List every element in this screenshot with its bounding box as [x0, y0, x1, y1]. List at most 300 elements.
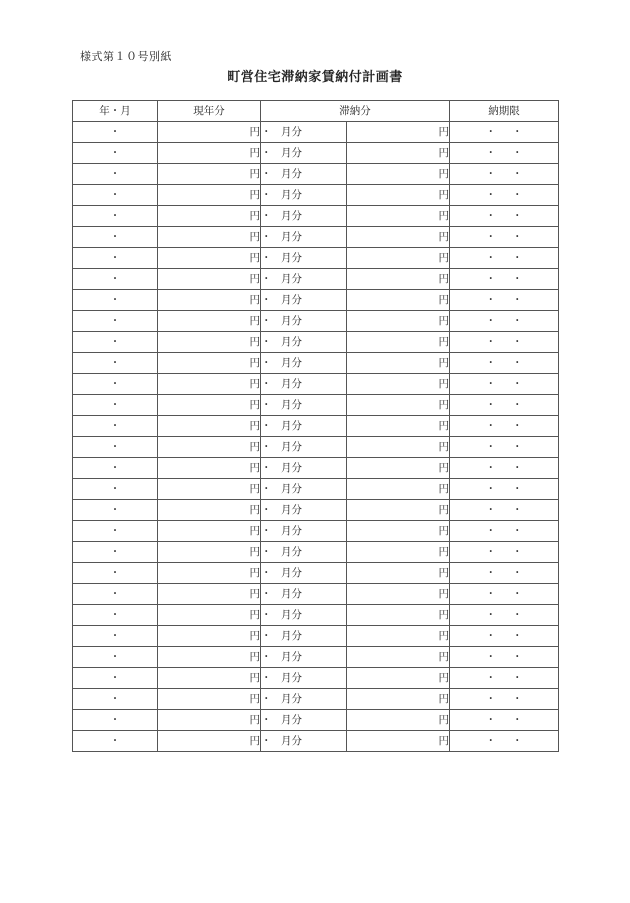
yen-unit: 円 [249, 504, 260, 516]
arrears-amount-cell[interactable] [347, 143, 450, 164]
year-month-separator: ・ [109, 336, 121, 348]
arrears-month-cell[interactable] [261, 185, 347, 206]
year-month-cell[interactable] [73, 479, 158, 500]
year-month-cell[interactable] [73, 206, 158, 227]
due-date-cell[interactable] [450, 227, 559, 248]
year-month-separator: ・ [109, 168, 121, 180]
table-row [73, 353, 559, 374]
current-year-amount-cell[interactable] [158, 668, 261, 689]
arrears-month-label: 月分 [281, 231, 302, 243]
arrears-month-cell[interactable] [261, 122, 347, 143]
yen-unit: 円 [438, 609, 449, 621]
current-year-amount-cell[interactable] [158, 290, 261, 311]
yen-unit: 円 [249, 147, 260, 159]
due-date-cell[interactable] [450, 290, 559, 311]
arrears-month-label: 月分 [281, 504, 302, 516]
current-year-amount-cell[interactable] [158, 542, 261, 563]
year-month-cell[interactable] [73, 374, 158, 395]
yen-unit: 円 [438, 168, 449, 180]
arrears-amount-cell[interactable] [347, 668, 450, 689]
arrears-month-label: 月分 [281, 147, 302, 159]
arrears-month-separator: ・ [261, 504, 272, 516]
yen-unit: 円 [438, 714, 449, 726]
arrears-month-cell[interactable] [261, 605, 347, 626]
year-month-cell[interactable] [73, 731, 158, 752]
table-row [73, 668, 559, 689]
arrears-month-label: 月分 [281, 378, 302, 390]
yen-unit: 円 [249, 546, 260, 558]
arrears-month-separator: ・ [261, 273, 272, 285]
table-row [73, 437, 559, 458]
arrears-month-cell[interactable] [261, 311, 347, 332]
arrears-month-cell[interactable] [261, 500, 347, 521]
arrears-month-label: 月分 [281, 525, 302, 537]
due-date-cell[interactable] [450, 248, 559, 269]
current-year-amount-cell[interactable] [158, 416, 261, 437]
year-month-separator: ・ [109, 252, 121, 264]
due-date-cell[interactable] [450, 668, 559, 689]
due-date-cell[interactable] [450, 458, 559, 479]
arrears-month-cell[interactable] [261, 626, 347, 647]
arrears-amount-cell[interactable] [347, 584, 450, 605]
arrears-month-cell[interactable] [261, 290, 347, 311]
due-date-separator: ・ [485, 735, 496, 747]
year-month-cell[interactable] [73, 689, 158, 710]
year-month-cell[interactable] [73, 311, 158, 332]
current-year-amount-cell[interactable] [158, 710, 261, 731]
year-month-cell[interactable] [73, 500, 158, 521]
year-month-separator: ・ [109, 651, 121, 663]
year-month-separator: ・ [109, 441, 121, 453]
table-body [73, 122, 559, 752]
due-date-separator: ・ [485, 651, 496, 663]
yen-unit: 円 [249, 189, 260, 201]
due-date-separator: ・ [485, 567, 496, 579]
year-month-cell[interactable] [73, 668, 158, 689]
year-month-cell[interactable] [73, 122, 158, 143]
due-date-cell[interactable] [450, 374, 559, 395]
form-number: 様式第１０号別紙 [80, 50, 172, 63]
due-date-cell[interactable] [450, 605, 559, 626]
yen-unit: 円 [249, 630, 260, 642]
due-date-cell[interactable] [450, 269, 559, 290]
year-month-cell[interactable] [73, 437, 158, 458]
year-month-separator: ・ [109, 735, 121, 747]
current-year-amount-cell[interactable] [158, 500, 261, 521]
arrears-month-cell[interactable] [261, 668, 347, 689]
year-month-separator: ・ [109, 525, 121, 537]
arrears-month-cell[interactable] [261, 479, 347, 500]
arrears-month-separator: ・ [261, 294, 272, 306]
table-row [73, 374, 559, 395]
due-date-separator: ・ [485, 315, 496, 327]
table-row [73, 122, 559, 143]
arrears-amount-cell[interactable] [347, 521, 450, 542]
due-date-cell[interactable] [450, 164, 559, 185]
due-date-cell[interactable] [450, 689, 559, 710]
arrears-month-separator: ・ [261, 651, 272, 663]
yen-unit: 円 [249, 714, 260, 726]
due-date-separator: ・ [512, 588, 523, 600]
arrears-amount-cell[interactable] [347, 227, 450, 248]
arrears-month-separator: ・ [261, 483, 272, 495]
due-date-separator: ・ [512, 735, 523, 747]
due-date-separator: ・ [512, 168, 523, 180]
arrears-amount-cell[interactable] [347, 311, 450, 332]
table-row [73, 500, 559, 521]
due-date-cell[interactable] [450, 500, 559, 521]
arrears-month-cell[interactable] [261, 584, 347, 605]
due-date-cell[interactable] [450, 626, 559, 647]
arrears-amount-cell[interactable] [347, 353, 450, 374]
year-month-cell[interactable] [73, 395, 158, 416]
arrears-amount-cell[interactable] [347, 458, 450, 479]
due-date-cell[interactable] [450, 563, 559, 584]
current-year-amount-cell[interactable] [158, 269, 261, 290]
arrears-amount-cell[interactable] [347, 185, 450, 206]
due-date-separator: ・ [485, 210, 496, 222]
due-date-cell[interactable] [450, 647, 559, 668]
current-year-amount-cell[interactable] [158, 689, 261, 710]
due-date-cell[interactable] [450, 584, 559, 605]
arrears-month-cell[interactable] [261, 164, 347, 185]
arrears-month-label: 月分 [281, 357, 302, 369]
due-date-separator: ・ [512, 273, 523, 285]
header-current-year: 現年分 [158, 101, 261, 122]
current-year-amount-cell[interactable] [158, 479, 261, 500]
arrears-amount-cell[interactable] [347, 605, 450, 626]
current-year-amount-cell[interactable] [158, 374, 261, 395]
arrears-month-cell[interactable] [261, 227, 347, 248]
arrears-amount-cell[interactable] [347, 479, 450, 500]
arrears-amount-cell[interactable] [347, 731, 450, 752]
yen-unit: 円 [249, 294, 260, 306]
yen-unit: 円 [438, 504, 449, 516]
due-date-cell[interactable] [450, 206, 559, 227]
arrears-month-cell[interactable] [261, 332, 347, 353]
arrears-month-label: 月分 [281, 126, 302, 138]
current-year-amount-cell[interactable] [158, 647, 261, 668]
due-date-separator: ・ [512, 609, 523, 621]
arrears-month-label: 月分 [281, 168, 302, 180]
arrears-month-cell[interactable] [261, 269, 347, 290]
arrears-month-separator: ・ [261, 357, 272, 369]
arrears-amount-cell[interactable] [347, 395, 450, 416]
year-month-cell[interactable] [73, 143, 158, 164]
due-date-separator: ・ [512, 714, 523, 726]
current-year-amount-cell[interactable] [158, 227, 261, 248]
year-month-separator: ・ [109, 126, 121, 138]
due-date-separator: ・ [485, 294, 496, 306]
table-row [73, 563, 559, 584]
table-row [73, 542, 559, 563]
due-date-separator: ・ [512, 294, 523, 306]
current-year-amount-cell[interactable] [158, 521, 261, 542]
current-year-amount-cell[interactable] [158, 437, 261, 458]
table-row [73, 395, 559, 416]
due-date-cell[interactable] [450, 479, 559, 500]
due-date-separator: ・ [485, 420, 496, 432]
current-year-amount-cell[interactable] [158, 122, 261, 143]
due-date-separator: ・ [512, 420, 523, 432]
year-month-separator: ・ [109, 357, 121, 369]
due-date-cell[interactable] [450, 521, 559, 542]
yen-unit: 円 [249, 210, 260, 222]
arrears-month-separator: ・ [261, 693, 272, 705]
document-title: 町営住宅滞納家賃納付計画書 [227, 70, 403, 85]
due-date-cell[interactable] [450, 710, 559, 731]
arrears-month-separator: ・ [261, 441, 272, 453]
yen-unit: 円 [438, 735, 449, 747]
yen-unit: 円 [249, 168, 260, 180]
yen-unit: 円 [249, 126, 260, 138]
current-year-amount-cell[interactable] [158, 563, 261, 584]
arrears-month-cell[interactable] [261, 248, 347, 269]
year-month-cell[interactable] [73, 353, 158, 374]
current-year-amount-cell[interactable] [158, 584, 261, 605]
due-date-cell[interactable] [450, 143, 559, 164]
arrears-month-cell[interactable] [261, 542, 347, 563]
arrears-month-separator: ・ [261, 525, 272, 537]
current-year-amount-cell[interactable] [158, 353, 261, 374]
arrears-month-label: 月分 [281, 672, 302, 684]
header-due-date: 納期限 [450, 101, 559, 122]
arrears-month-separator: ・ [261, 735, 272, 747]
arrears-amount-cell[interactable] [347, 500, 450, 521]
due-date-separator: ・ [485, 588, 496, 600]
current-year-amount-cell[interactable] [158, 248, 261, 269]
due-date-separator: ・ [512, 672, 523, 684]
arrears-month-label: 月分 [281, 588, 302, 600]
due-date-cell[interactable] [450, 122, 559, 143]
arrears-month-label: 月分 [281, 630, 302, 642]
year-month-cell[interactable] [73, 164, 158, 185]
table-row [73, 185, 559, 206]
year-month-separator: ・ [109, 273, 121, 285]
yen-unit: 円 [249, 525, 260, 537]
arrears-month-cell[interactable] [261, 374, 347, 395]
current-year-amount-cell[interactable] [158, 143, 261, 164]
due-date-cell[interactable] [450, 395, 559, 416]
arrears-month-label: 月分 [281, 189, 302, 201]
yen-unit: 円 [249, 315, 260, 327]
year-month-cell[interactable] [73, 563, 158, 584]
due-date-separator: ・ [512, 210, 523, 222]
arrears-month-label: 月分 [281, 651, 302, 663]
table-row [73, 311, 559, 332]
arrears-month-cell[interactable] [261, 521, 347, 542]
arrears-amount-cell[interactable] [347, 122, 450, 143]
due-date-separator: ・ [485, 714, 496, 726]
arrears-amount-cell[interactable] [347, 437, 450, 458]
due-date-cell[interactable] [450, 332, 559, 353]
yen-unit: 円 [249, 567, 260, 579]
year-month-cell[interactable] [73, 605, 158, 626]
yen-unit: 円 [438, 546, 449, 558]
arrears-month-cell[interactable] [261, 143, 347, 164]
due-date-cell[interactable] [450, 311, 559, 332]
arrears-amount-cell[interactable] [347, 710, 450, 731]
arrears-month-cell[interactable] [261, 563, 347, 584]
arrears-month-separator: ・ [261, 231, 272, 243]
arrears-month-cell[interactable] [261, 689, 347, 710]
due-date-separator: ・ [512, 525, 523, 537]
yen-unit: 円 [249, 399, 260, 411]
due-date-separator: ・ [512, 504, 523, 516]
due-date-cell[interactable] [450, 731, 559, 752]
yen-unit: 円 [249, 231, 260, 243]
current-year-amount-cell[interactable] [158, 311, 261, 332]
table-row [73, 227, 559, 248]
due-date-cell[interactable] [450, 437, 559, 458]
yen-unit: 円 [438, 357, 449, 369]
arrears-month-separator: ・ [261, 315, 272, 327]
current-year-amount-cell[interactable] [158, 164, 261, 185]
due-date-separator: ・ [485, 189, 496, 201]
arrears-month-separator: ・ [261, 399, 272, 411]
arrears-month-label: 月分 [281, 546, 302, 558]
current-year-amount-cell[interactable] [158, 185, 261, 206]
due-date-separator: ・ [485, 231, 496, 243]
yen-unit: 円 [438, 210, 449, 222]
current-year-amount-cell[interactable] [158, 395, 261, 416]
arrears-month-cell[interactable] [261, 353, 347, 374]
arrears-month-label: 月分 [281, 273, 302, 285]
arrears-month-cell[interactable] [261, 206, 347, 227]
due-date-cell[interactable] [450, 185, 559, 206]
year-month-cell[interactable] [73, 416, 158, 437]
due-date-separator: ・ [485, 168, 496, 180]
arrears-month-cell[interactable] [261, 458, 347, 479]
arrears-month-label: 月分 [281, 483, 302, 495]
arrears-amount-cell[interactable] [347, 290, 450, 311]
yen-unit: 円 [438, 315, 449, 327]
table-row [73, 689, 559, 710]
arrears-amount-cell[interactable] [347, 332, 450, 353]
arrears-amount-cell[interactable] [347, 269, 450, 290]
year-month-cell[interactable] [73, 584, 158, 605]
arrears-amount-cell[interactable] [347, 563, 450, 584]
yen-unit: 円 [249, 693, 260, 705]
yen-unit: 円 [249, 462, 260, 474]
arrears-month-separator: ・ [261, 336, 272, 348]
arrears-amount-cell[interactable] [347, 206, 450, 227]
current-year-amount-cell[interactable] [158, 332, 261, 353]
arrears-amount-cell[interactable] [347, 689, 450, 710]
table-row [73, 605, 559, 626]
arrears-month-separator: ・ [261, 378, 272, 390]
year-month-separator: ・ [109, 399, 121, 411]
due-date-separator: ・ [485, 441, 496, 453]
arrears-amount-cell[interactable] [347, 416, 450, 437]
arrears-amount-cell[interactable] [347, 164, 450, 185]
arrears-month-separator: ・ [261, 672, 272, 684]
current-year-amount-cell[interactable] [158, 458, 261, 479]
year-month-separator: ・ [109, 504, 121, 516]
arrears-month-cell[interactable] [261, 647, 347, 668]
due-date-separator: ・ [485, 693, 496, 705]
arrears-month-label: 月分 [281, 735, 302, 747]
year-month-cell[interactable] [73, 458, 158, 479]
yen-unit: 円 [438, 294, 449, 306]
due-date-separator: ・ [512, 315, 523, 327]
year-month-cell[interactable] [73, 269, 158, 290]
yen-unit: 円 [438, 525, 449, 537]
yen-unit: 円 [249, 336, 260, 348]
year-month-cell[interactable] [73, 647, 158, 668]
year-month-separator: ・ [109, 630, 121, 642]
yen-unit: 円 [438, 231, 449, 243]
arrears-month-cell[interactable] [261, 437, 347, 458]
year-month-separator: ・ [109, 609, 121, 621]
yen-unit: 円 [249, 735, 260, 747]
due-date-separator: ・ [485, 126, 496, 138]
arrears-month-separator: ・ [261, 210, 272, 222]
table-row [73, 416, 559, 437]
arrears-month-separator: ・ [261, 168, 272, 180]
yen-unit: 円 [438, 126, 449, 138]
current-year-amount-cell[interactable] [158, 626, 261, 647]
due-date-cell[interactable] [450, 416, 559, 437]
arrears-month-separator: ・ [261, 252, 272, 264]
year-month-cell[interactable] [73, 248, 158, 269]
due-date-separator: ・ [512, 189, 523, 201]
current-year-amount-cell[interactable] [158, 731, 261, 752]
yen-unit: 円 [249, 588, 260, 600]
arrears-month-label: 月分 [281, 336, 302, 348]
year-month-cell[interactable] [73, 521, 158, 542]
arrears-month-cell[interactable] [261, 710, 347, 731]
due-date-separator: ・ [485, 609, 496, 621]
header-arrears: 滞納分 [261, 101, 450, 122]
yen-unit: 円 [438, 252, 449, 264]
table-row [73, 647, 559, 668]
year-month-cell[interactable] [73, 227, 158, 248]
due-date-cell[interactable] [450, 542, 559, 563]
year-month-cell[interactable] [73, 332, 158, 353]
arrears-month-cell[interactable] [261, 395, 347, 416]
arrears-amount-cell[interactable] [347, 542, 450, 563]
year-month-separator: ・ [109, 378, 121, 390]
table-row [73, 731, 559, 752]
arrears-amount-cell[interactable] [347, 626, 450, 647]
arrears-month-cell[interactable] [261, 731, 347, 752]
year-month-cell[interactable] [73, 710, 158, 731]
year-month-cell[interactable] [73, 626, 158, 647]
year-month-separator: ・ [109, 714, 121, 726]
due-date-separator: ・ [485, 399, 496, 411]
arrears-amount-cell[interactable] [347, 374, 450, 395]
table-row [73, 206, 559, 227]
year-month-cell[interactable] [73, 542, 158, 563]
yen-unit: 円 [249, 441, 260, 453]
arrears-amount-cell[interactable] [347, 248, 450, 269]
yen-unit: 円 [438, 273, 449, 285]
yen-unit: 円 [438, 399, 449, 411]
arrears-month-separator: ・ [261, 630, 272, 642]
due-date-cell[interactable] [450, 353, 559, 374]
due-date-separator: ・ [512, 546, 523, 558]
year-month-cell[interactable] [73, 185, 158, 206]
arrears-amount-cell[interactable] [347, 647, 450, 668]
due-date-separator: ・ [485, 672, 496, 684]
current-year-amount-cell[interactable] [158, 605, 261, 626]
arrears-month-cell[interactable] [261, 416, 347, 437]
due-date-separator: ・ [485, 630, 496, 642]
year-month-cell[interactable] [73, 290, 158, 311]
current-year-amount-cell[interactable] [158, 206, 261, 227]
due-date-separator: ・ [485, 462, 496, 474]
